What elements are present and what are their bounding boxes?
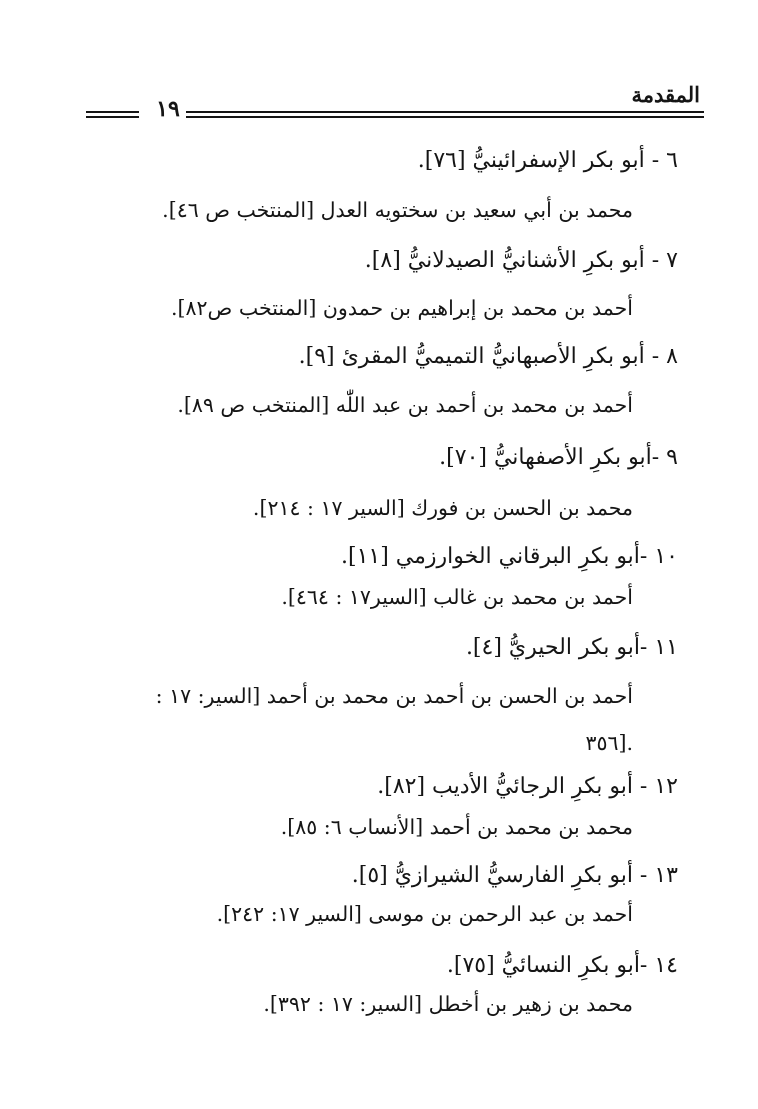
header-title: المقدمة xyxy=(631,82,700,107)
entry-detail-11-line-1: أحمد بن الحسن بن أحمد بن محمد بن أحمد [السير: ١٧ : xyxy=(155,684,633,708)
entry-heading-8: ٨ - أبو بكرِ الأصبهانيُّ التميميُّ المقرئ [٩]. xyxy=(298,344,678,369)
entry-detail-6: محمد بن أبي سعيد بن سختويه العدل [المنتخب ص ٤٦]. xyxy=(162,198,633,222)
entry-detail-9: محمد بن الحسن بن فورك [السير ١٧ : ٢١٤]. xyxy=(252,496,633,520)
entry-detail-7: أحمد بن محمد بن إبراهيم بن حمدون [المنتخب ص٨٢]. xyxy=(170,296,633,320)
entry-detail-10: أحمد بن محمد بن غالب [السير١٧ : ٤٦٤]. xyxy=(281,585,633,609)
entry-heading-14: ١٤ -أبو بكرِ النسائيُّ [٧٥]. xyxy=(446,953,678,978)
entry-detail-11-line-2: .[٣٥٦ xyxy=(585,731,633,755)
entry-detail-8: أحمد بن محمد بن أحمد بن عبد اللّٰه [المنتخب ص ٨٩]. xyxy=(177,393,633,417)
header-rule-right-top xyxy=(186,111,704,113)
entry-heading-11: ١١ -أبو بكر الحيريُّ [٤]. xyxy=(465,635,678,660)
header-rule-right-bottom xyxy=(186,116,704,118)
entry-detail-13: أحمد بن عبد الرحمن بن موسى [السير ١٧: ٢٤٢]. xyxy=(216,902,633,926)
entry-detail-14: محمد بن زهير بن أخطل [السير: ١٧ : ٣٩٢]. xyxy=(263,992,633,1016)
entry-heading-12: ١٢ - أبو بكرِ الرجائيُّ الأديب [٨٢]. xyxy=(377,774,678,799)
header-rule-left-bottom xyxy=(86,116,139,118)
entry-heading-10: ١٠ -أبو بكرِ البرقاني الخوارزمي [١١]. xyxy=(341,544,678,569)
entry-heading-13: ١٣ - أبو بكرِ الفارسيُّ الشيرازيُّ [٥]. xyxy=(351,863,678,888)
entry-heading-9: ٩ -أبو بكرِ الأصفهانيُّ [٧٠]. xyxy=(439,445,678,470)
entry-detail-12: محمد بن محمد بن أحمد [الأنساب ٦: ٨٥]. xyxy=(280,815,633,839)
entry-heading-7: ٧ - أبو بكرِ الأشنانيُّ الصيدلانيُّ [٨]. xyxy=(364,248,678,273)
page-number: ١٩ xyxy=(156,96,180,122)
header-rule-left-top xyxy=(86,111,139,113)
entry-heading-6: ٦ - أبو بكر الإسفرائينيُّ [٧٦]. xyxy=(417,148,678,173)
